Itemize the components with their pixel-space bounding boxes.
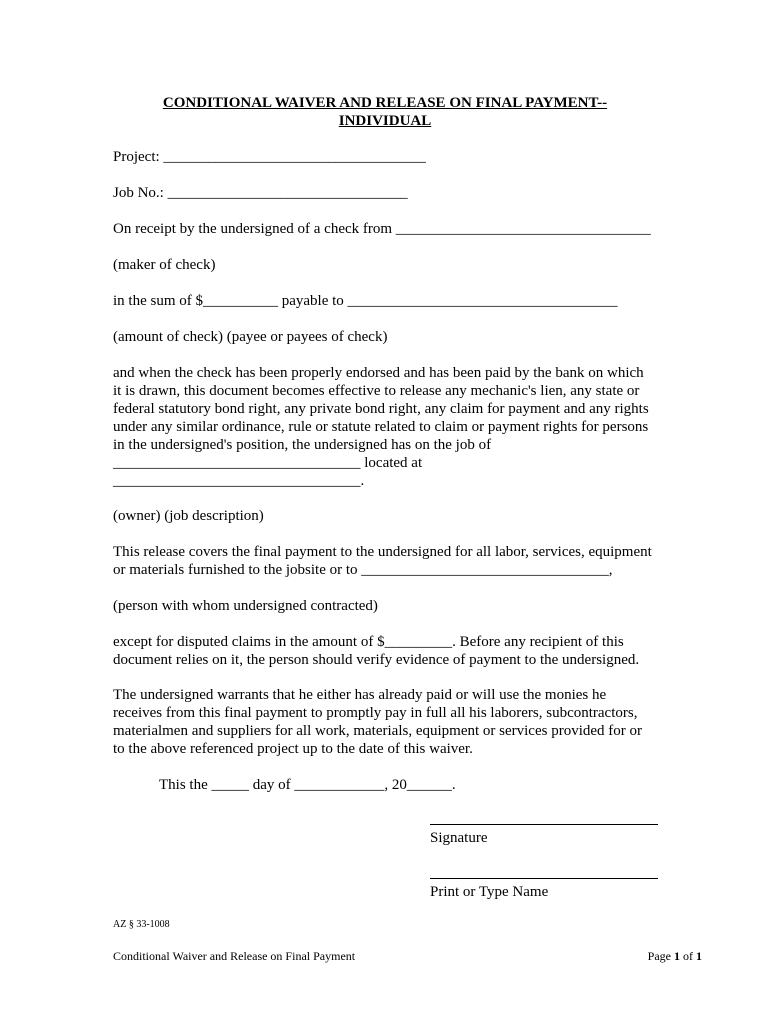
project-line: Project: ___________________________________ <box>113 149 426 165</box>
page-prefix: Page <box>647 949 674 963</box>
date-line: This the _____ day of ____________, 20______. <box>159 777 456 793</box>
document-title <box>113 94 657 130</box>
statute-reference: AZ § 33-1008 <box>113 919 170 930</box>
footer-title: Conditional Waiver and Release on Final Payment <box>113 949 356 963</box>
release-coverage-paragraph: This release covers the final payment to the undersigned for all labor, services, equipment or materials furnished to the jobsite or to _________________________________, <box>113 544 652 578</box>
warranty-paragraph: The undersigned warrants that he either has already paid or will use the monies he receives from this final payment to promptly pay in full all his laborers, subcontractors, materialmen and suppliers for all work, materials, equipment or services provided for or to the above referenced project up to the date of this waiver. <box>113 687 642 757</box>
endorsement-paragraph: and when the check has been properly endorsed and has been paid by the bank on which it is drawn, this document becomes effective to release any mechanic's lien, any state or federal statutory bond right, any private bond right, any claim for payment and any rights under any similar ordinance, rule or statute related to claim or payment rights for persons in the undersigned's position, the undersigned has on the job of _________________________________ located at _________________________________. <box>113 365 649 489</box>
signature-line <box>430 824 658 825</box>
maker-of-check-label: (maker of check) <box>113 257 216 273</box>
page-total: 1 <box>696 949 702 963</box>
check-receipt-line: On receipt by the undersigned of a check from __________________________________ <box>113 221 651 237</box>
print-name-line <box>430 878 658 879</box>
sum-payable-line: in the sum of $__________ payable to ____________________________________ <box>113 293 618 309</box>
contracted-person-label: (person with whom undersigned contracted) <box>113 598 378 614</box>
title-line-2: INDIVIDUAL <box>338 113 432 129</box>
signature-label: Signature <box>430 830 488 846</box>
job-number-line: Job No.: ________________________________ <box>113 185 408 201</box>
disputed-claims-paragraph: except for disputed claims in the amount of $_________. Before any recipient of this document relies on it, the person should verify evidence of payment to the undersigned. <box>113 634 640 668</box>
title-line-1: CONDITIONAL WAIVER AND RELEASE ON FINAL PAYMENT-- <box>162 95 608 111</box>
print-name-label: Print or Type Name <box>430 884 549 900</box>
footer-page-number <box>648 949 702 963</box>
owner-job-description-label: (owner) (job description) <box>113 508 264 524</box>
amount-payee-label: (amount of check) (payee or payees of check) <box>113 329 388 345</box>
page-of: of <box>680 949 696 963</box>
page-current: 1 <box>674 949 680 963</box>
